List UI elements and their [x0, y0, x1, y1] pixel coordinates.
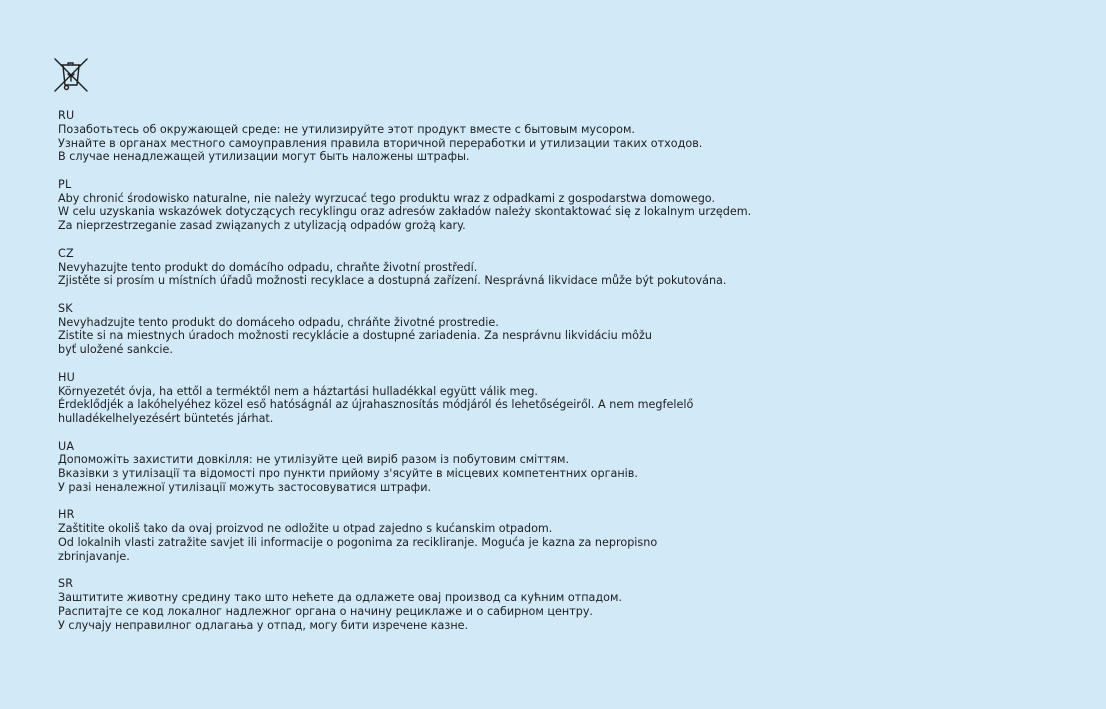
notice-text-line: У случају неправилног одлагања у отпад, могу бити изречене казне. [58, 618, 469, 632]
notice-text-line: Распитајте се код локалног надлежног органа о начину рециклаже и о сабирном центру. [58, 604, 593, 618]
notice-text-line: Nevyhazujte tento produkt do domácího odpadu, chraňte životní prostředí. [58, 260, 478, 274]
notice-text-line: Za nieprzestrzeganie zasad związanych z utylizacją odpadów grożą kary. [58, 219, 466, 233]
language-code: UA [58, 439, 75, 453]
notice-text-line: Zaštitite okoliš tako da ovaj proizvod ne odložite u otpad zajedno s kućanskim otpadom. [58, 522, 553, 536]
language-section-sk [58, 302, 1058, 357]
language-code: SK [58, 301, 73, 315]
notice-text-line: W celu uzyskania wskazówek dotyczących recyklingu oraz adresów zakładów należy skontaktować się z lokalnym urzędem. [58, 205, 752, 219]
notice-text-line: byť uložené sankcie. [58, 343, 173, 357]
notice-text-line: zbrinjavanje. [58, 549, 130, 563]
language-code: SR [58, 577, 74, 591]
language-section-ua [58, 440, 1058, 495]
notice-text-line: Zjistěte si prosím u místních úřadů možnosti recyklace a dostupná zařízení. Nesprávná likvidace může být pokutována. [58, 274, 727, 288]
notice-text-line: hulladékelhelyezésért büntetés járhat. [58, 412, 274, 426]
notice-text-line: Érdeklődjék a lakóhelyéhez közel eső hatóságnál az újrahasznosítás módjáról és lehetőségeiről. A nem megfelelő [58, 398, 694, 412]
language-section-hu [58, 371, 1058, 426]
notice-text-line: Nevyhadzujte tento produkt do domáceho odpadu, chráňte životné prostredie. [58, 315, 499, 329]
notice-text-line: Заштитите животну средину тако што нећете да одлажете овај производ са кућним отпадом. [58, 591, 622, 605]
language-code: PL [58, 177, 72, 191]
language-section-ru [58, 109, 1058, 164]
language-section-hr [58, 508, 1058, 563]
language-section-pl [58, 178, 1058, 233]
notice-text-line: Допоможіть захистити довкілля: не утилізуйте цей виріб разом із побутовим сміттям. [58, 453, 570, 467]
language-code: HU [58, 370, 76, 384]
crossed-out-wheelie-bin-svg [52, 56, 90, 94]
notice-text-line: Környezetét óvja, ha ettől a terméktől nem a háztartási hulladékkal együtt válik meg. [58, 384, 538, 398]
notice-text-line: У разі неналежної утилізації можуть застосовуватися штрафи. [58, 480, 432, 494]
language-section-cz [58, 247, 1058, 288]
language-section-sr [58, 577, 1058, 632]
language-code: HR [58, 508, 75, 522]
notice-text-line: Узнайте в органах местного самоуправления правила вторичной переработки и утилизации таких отходов. [58, 136, 703, 150]
language-code: CZ [58, 246, 74, 260]
notice-text-line: Вказівки з утилізації та відомості про пункти прийому з'ясуйте в місцевих компетентних органів. [58, 467, 638, 481]
crossed-out-wheelie-bin-icon [52, 56, 90, 94]
disposal-notice [58, 109, 1058, 646]
language-code: RU [58, 109, 75, 122]
notice-text-line: Zistite si na miestnych úradoch možnosti recyklácie a dostupné zariadenia. Za nesprávnu likvidáciu môžu [58, 329, 652, 343]
notice-text-line: Od lokalnih vlasti zatražite savjet ili informacije o pogonima za recikliranje. Moguća je kazna za nepropisno [58, 536, 658, 550]
notice-text-line: В случае ненадлежащей утилизации могут быть наложены штрафы. [58, 150, 470, 164]
notice-text-line: Позаботьтесь об окружающей среде: не утилизируйте этот продукт вместе с бытовым мусором. [58, 122, 635, 136]
notice-text-line: Aby chronić środowisko naturalne, nie należy wyrzucać tego produktu wraz z odpadkami z gospodarstwa domowego. [58, 191, 716, 205]
